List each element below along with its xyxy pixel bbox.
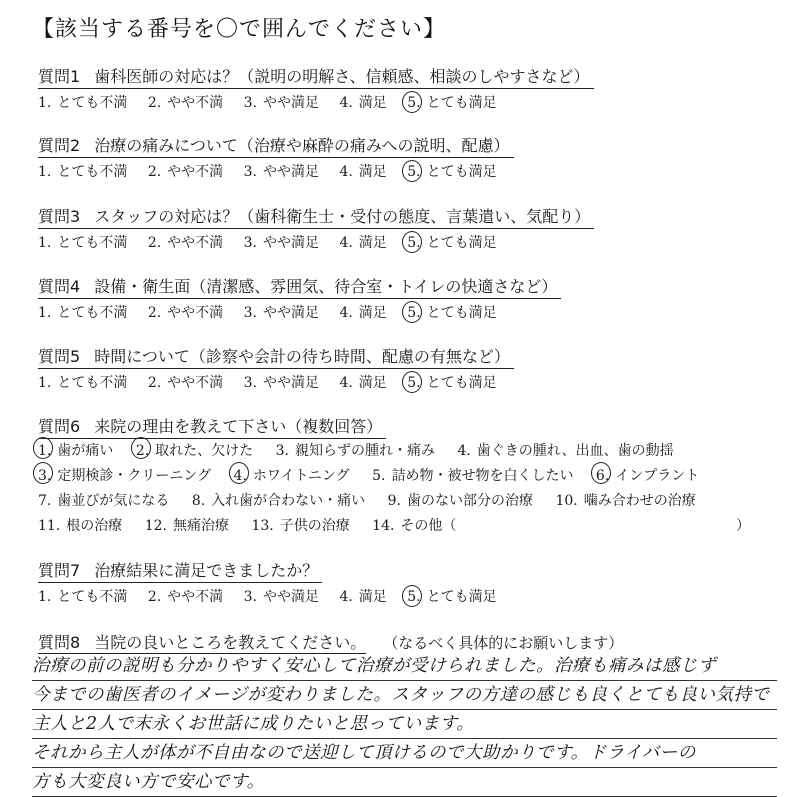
question-header bbox=[38, 276, 561, 299]
question-header bbox=[38, 135, 514, 158]
question-text: 来院の理由を教えて下さい（複数回答） bbox=[94, 417, 383, 436]
question-text: 歯科医師の対応は？（説明の明解さ、信頼感、相談のしやすさなど） bbox=[94, 67, 590, 86]
question-number: 質問8 bbox=[38, 633, 81, 652]
question-number: 質問2 bbox=[38, 136, 81, 155]
reason-row-4 bbox=[38, 514, 778, 539]
rating-option-5-selected[interactable]: 5. とても満足 bbox=[407, 95, 497, 111]
reason-option[interactable]: 10. 噛み合わせの治療 bbox=[555, 493, 696, 509]
reason-option-selected[interactable]: 2. 取れた、欠けた bbox=[135, 443, 254, 459]
rating-option-1[interactable]: 1. とても不満 bbox=[38, 235, 128, 251]
reason-option-selected[interactable]: 4. ホワイトニング bbox=[233, 468, 350, 484]
question-text: スタッフの対応は？（歯科衛生士・受付の態度、言葉遣い、気配り） bbox=[94, 207, 591, 226]
reason-option[interactable]: 11. 根の治療 bbox=[38, 518, 123, 534]
question-number: 質問4 bbox=[38, 277, 81, 296]
question-text: 時間について（診察や会計の待ち時間、配慮の有無など） bbox=[94, 347, 510, 366]
question-5 bbox=[38, 346, 778, 393]
question-text: 設備・衛生面（清潔感、雰囲気、待合室・トイレの快適さなど） bbox=[94, 277, 558, 296]
rating-option-5-selected[interactable]: 5. とても満足 bbox=[407, 375, 497, 391]
question-7 bbox=[38, 560, 778, 607]
handwritten-line: 主人と2人で末永くお世話に成りたいと思っています。 bbox=[32, 710, 777, 739]
rating-option-2[interactable]: 2. やや不満 bbox=[147, 305, 224, 321]
page-title: 【該当する番号を〇で囲んでください】 bbox=[32, 17, 447, 42]
rating-options bbox=[38, 587, 778, 607]
rating-option-5-selected[interactable]: 5. とても満足 bbox=[407, 589, 497, 605]
reason-option-selected[interactable]: 1. 歯が痛い bbox=[38, 443, 114, 459]
question-number: 質問6 bbox=[38, 417, 81, 436]
rating-option-1[interactable]: 1. とても不満 bbox=[38, 589, 128, 605]
question-header bbox=[38, 416, 386, 439]
rating-option-4[interactable]: 4. 満足 bbox=[339, 589, 387, 605]
rating-option-1[interactable]: 1. とても不満 bbox=[38, 95, 128, 111]
question-number: 質問5 bbox=[38, 347, 81, 366]
rating-option-3[interactable]: 3. やや満足 bbox=[243, 95, 319, 111]
rating-option-2[interactable]: 2. やや不満 bbox=[147, 164, 224, 180]
question-number: 質問3 bbox=[38, 207, 81, 226]
rating-option-4[interactable]: 4. 満足 bbox=[339, 164, 387, 180]
reason-option-selected[interactable]: 6. インプラント bbox=[595, 468, 700, 484]
rating-option-4[interactable]: 4. 満足 bbox=[339, 305, 387, 321]
question-number: 質問1 bbox=[38, 67, 81, 86]
question-text: 治療の痛みについて（治療や麻酔の痛みへの説明、配慮） bbox=[94, 136, 510, 155]
rating-option-3[interactable]: 3. やや満足 bbox=[243, 375, 319, 391]
reason-row-3 bbox=[38, 489, 778, 514]
rating-option-4[interactable]: 4. 満足 bbox=[339, 95, 387, 111]
rating-option-5-selected[interactable]: 5. とても満足 bbox=[407, 164, 497, 180]
rating-option-2[interactable]: 2. やや不満 bbox=[147, 375, 224, 391]
rating-option-1[interactable]: 1. とても不満 bbox=[38, 305, 128, 321]
reason-option[interactable]: 5. 詰め物・被せ物を白くしたい bbox=[372, 468, 574, 484]
reason-option[interactable]: 13. 子供の治療 bbox=[251, 518, 350, 534]
reason-option-selected[interactable]: 3. 定期検診・クリーニング bbox=[38, 468, 212, 484]
question-note: （なるべく具体的にお願いします） bbox=[383, 634, 624, 652]
rating-option-3[interactable]: 3. やや満足 bbox=[243, 305, 319, 321]
rating-options bbox=[38, 93, 778, 113]
rating-option-2[interactable]: 2. やや不満 bbox=[147, 235, 224, 251]
rating-options bbox=[38, 162, 778, 182]
question-6 bbox=[38, 416, 778, 539]
handwritten-line: 今までの歯医者のイメージが変わりました。スタッフの方達の感じも良くとても良い気持で bbox=[32, 681, 777, 710]
question-text: 当院の良いところを教えてください。 bbox=[94, 633, 367, 652]
rating-option-5-selected[interactable]: 5. とても満足 bbox=[407, 305, 497, 321]
reason-row-1 bbox=[38, 439, 778, 464]
reason-option[interactable]: 12. 無痛治療 bbox=[144, 518, 229, 534]
question-header bbox=[38, 346, 514, 369]
rating-option-4[interactable]: 4. 満足 bbox=[339, 375, 387, 391]
reason-option-other[interactable]: 14. その他（ bbox=[372, 518, 457, 534]
rating-options bbox=[38, 233, 778, 253]
handwritten-line: 方も大変良い方で安心です。 bbox=[32, 768, 777, 797]
question-header bbox=[38, 630, 366, 654]
reason-row-2 bbox=[38, 464, 778, 489]
handwritten-answer[interactable] bbox=[32, 652, 777, 797]
reason-option[interactable]: 4. 歯ぐきの腫れ、出血、歯の動揺 bbox=[457, 443, 674, 459]
reason-option[interactable]: 9. 歯のない部分の治療 bbox=[387, 493, 533, 509]
other-close-paren: ） bbox=[736, 518, 750, 534]
rating-option-5-selected[interactable]: 5. とても満足 bbox=[407, 235, 497, 251]
question-8 bbox=[38, 630, 623, 654]
rating-options bbox=[38, 373, 778, 393]
rating-option-3[interactable]: 3. やや満足 bbox=[243, 235, 319, 251]
rating-option-1[interactable]: 1. とても不満 bbox=[38, 375, 128, 391]
rating-option-1[interactable]: 1. とても不満 bbox=[38, 164, 128, 180]
question-2 bbox=[38, 135, 778, 182]
handwritten-line: それから主人が体が不自由なので送迎して頂けるので大助かりです。ドライバーの bbox=[32, 739, 777, 768]
question-header bbox=[38, 66, 594, 89]
rating-option-3[interactable]: 3. やや満足 bbox=[243, 589, 319, 605]
question-header bbox=[38, 560, 322, 583]
rating-options bbox=[38, 303, 778, 323]
handwritten-line: 治療の前の説明も分かりやすく安心して治療が受けられました。治療も痛みは感じず bbox=[32, 652, 777, 681]
question-4 bbox=[38, 276, 778, 323]
rating-option-2[interactable]: 2. やや不満 bbox=[147, 95, 224, 111]
reason-option[interactable]: 3. 親知らずの腫れ・痛み bbox=[275, 443, 435, 459]
rating-option-3[interactable]: 3. やや満足 bbox=[243, 164, 319, 180]
question-number: 質問7 bbox=[38, 561, 81, 580]
reason-option[interactable]: 8. 入れ歯が合わない・痛い bbox=[191, 493, 366, 509]
rating-option-4[interactable]: 4. 満足 bbox=[339, 235, 387, 251]
question-1 bbox=[38, 66, 778, 113]
reason-option[interactable]: 7. 歯並びが気になる bbox=[38, 493, 170, 509]
question-3 bbox=[38, 206, 778, 253]
question-text: 治療結果に満足できましたか？ bbox=[94, 561, 319, 580]
rating-option-2[interactable]: 2. やや不満 bbox=[147, 589, 224, 605]
question-header bbox=[38, 206, 594, 229]
